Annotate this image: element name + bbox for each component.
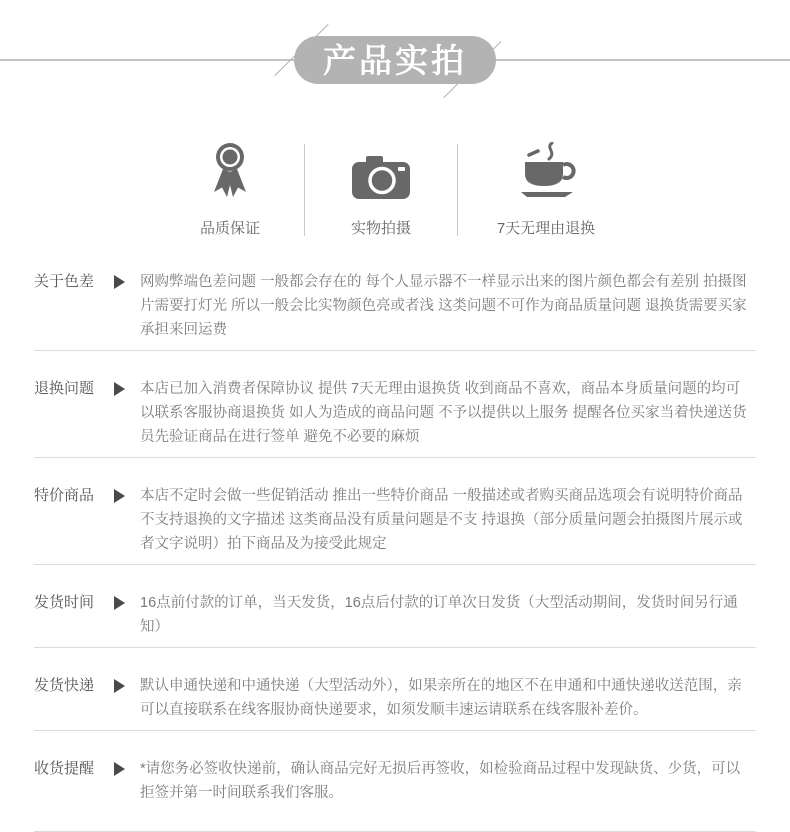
feature-return: [458, 142, 634, 238]
feature-label: 7天无理由退换: [496, 220, 596, 237]
arrow-right-icon: [114, 382, 125, 396]
section-label: 发货时间: [34, 594, 95, 611]
section-receipt-reminder: [34, 731, 756, 832]
section-shipping-time: [34, 565, 756, 648]
section-label: 关于色差: [34, 273, 95, 290]
arrow-right-icon: [114, 762, 125, 776]
feature-photo: [305, 142, 457, 238]
title-pill: [294, 36, 496, 84]
section-body: 16点前付款的订单，当天发货，16点后付款的订单次日发货（大型活动期间，发货时间另行通知）: [140, 595, 738, 635]
section-label: 退换问题: [34, 380, 95, 397]
section-body: *请您务必签收快递前，确认商品完好无损后再签收，如检验商品过程中发现缺货、少货，可以拒签并第一时间联系我们客服。: [140, 761, 741, 801]
guarantee-row: [0, 142, 790, 238]
medal-icon: [208, 140, 252, 205]
section-body: 本店不定时会做一些促销活动 推出一些特价商品 一般描述或者购买商品选项会有说明特价商品不支持退换的文字描述 这类商品没有质量问题是不支 持退换（部分质量问题会拍摄图片展示或者文字说明）拍下商品及为接受此规定: [140, 488, 743, 552]
section-label: 收货提醒: [34, 760, 95, 777]
section-body: 默认申通快递和中通快递（大型活动外），如果亲所在的地区不在申通和中通快递收送范围，亲可以直接联系在线客服协商快递要求，如须发顺丰速运请联系在线客服补差价。: [140, 678, 742, 718]
arrow-right-icon: [114, 275, 125, 289]
feature-quality: [156, 142, 304, 238]
info-sections: [34, 250, 756, 832]
header-banner: [0, 0, 790, 112]
section-body: 网购弊端色差问题 一般都会存在的 每个人显示器不一样显示出来的图片颜色都会有差别 拍摄图片需要打灯光 所以一般会比实物颜色亮或者浅 这类问题不可作为商品质量问题 退换货需要买家承担来回运费: [140, 274, 747, 338]
slash-decoration-icon: [443, 82, 459, 98]
section-shipping-courier: [34, 648, 756, 731]
camera-icon: [352, 156, 410, 205]
arrow-right-icon: [114, 489, 125, 503]
coffee-cup-icon: [515, 142, 577, 205]
section-color-difference: [34, 250, 756, 351]
section-special-price: [34, 458, 756, 565]
section-body: 本店已加入消费者保障协议 提供 7天无理由退换货 收到商品不喜欢，商品本身质量问题的均可以联系客服协商退换货 如人为造成的商品问题 不予以提供以上服务 提醒各位买家当着快递送货员先验证商品在进行签单 避免不必要的麻烦: [140, 381, 747, 445]
section-return-policy: [34, 351, 756, 458]
page-title: 产品实拍: [323, 41, 467, 79]
arrow-right-icon: [114, 679, 125, 693]
section-label: 特价商品: [34, 487, 95, 504]
feature-label: 实物拍摄: [350, 220, 411, 237]
section-label: 发货快递: [34, 677, 95, 694]
feature-label: 品质保证: [199, 220, 260, 237]
arrow-right-icon: [114, 596, 125, 610]
